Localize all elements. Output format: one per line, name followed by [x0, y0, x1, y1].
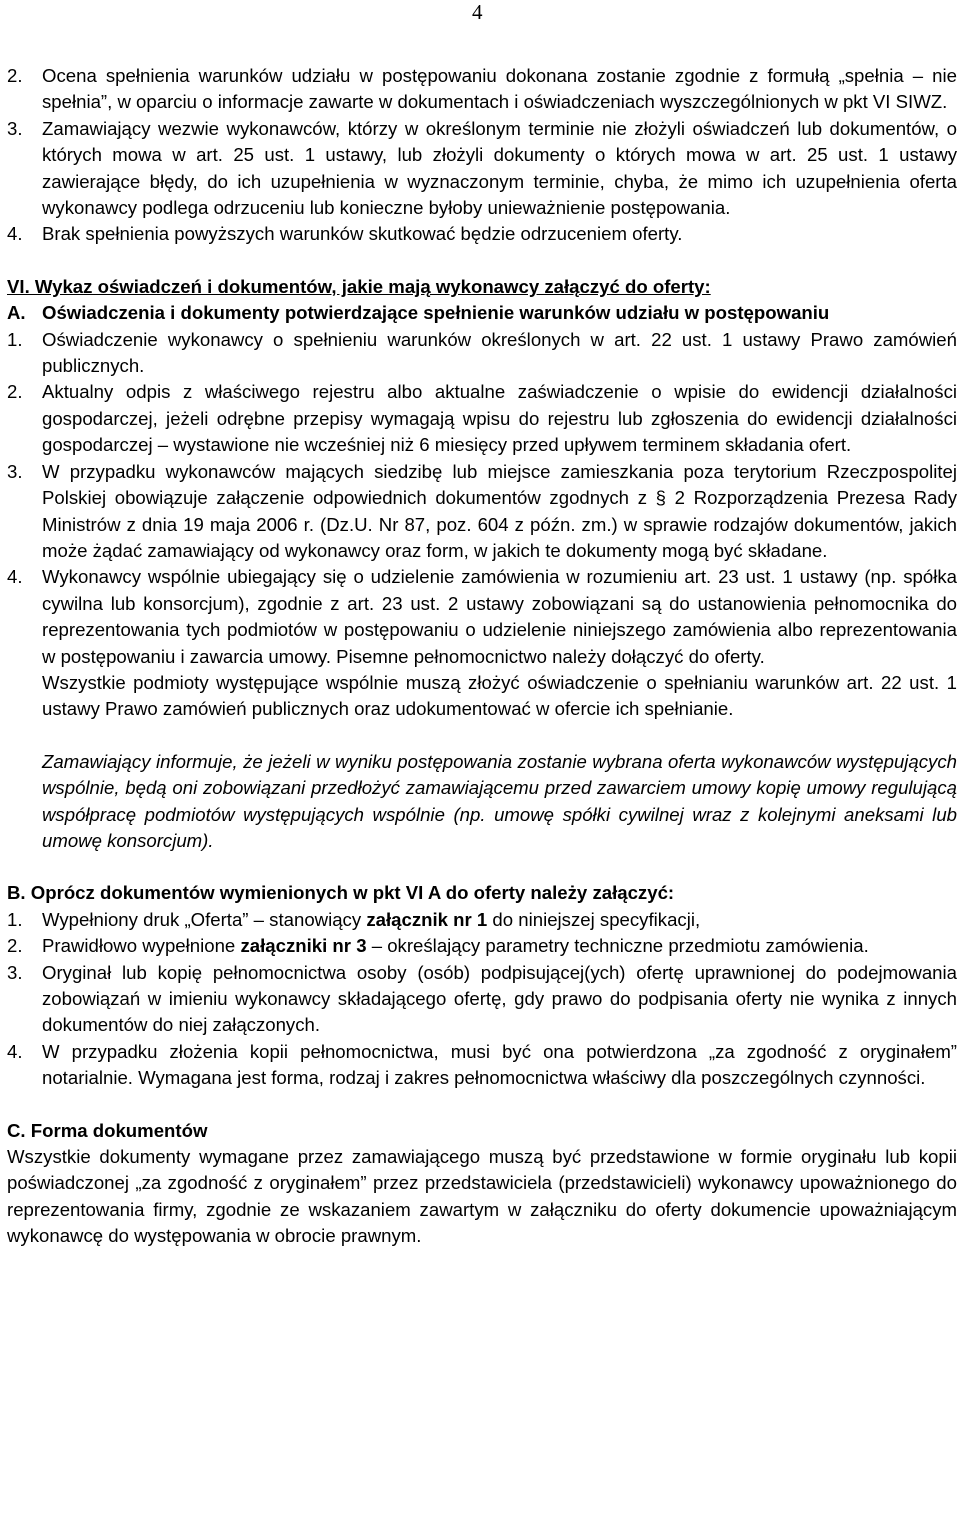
list-item	[7, 1039, 957, 1092]
italic-note: Zamawiający informuje, że jeżeli w wyniku postępowania zostanie wybrana oferta wykonawców występujących wspólnie, będą oni zobowiązani przedłożyć zamawiającemu przed zawarciem umowy kopię umowy regulującą współpracę podmiotów występujących wspólnie (np. umowę spółki cywilnej wraz z kolejnymi aneksami lub umowę konsorcjum).	[42, 750, 957, 851]
spacer	[7, 1092, 957, 1118]
item-text: Brak spełnienia powyższych warunków skutkować będzie odrzuceniem oferty.	[42, 223, 683, 245]
item-number: 1.	[7, 908, 23, 930]
spacer	[7, 248, 957, 274]
list-item	[7, 459, 957, 565]
item-number: 3.	[7, 117, 23, 139]
spacer	[7, 723, 957, 749]
list-item	[7, 379, 957, 458]
item-text-post: do niniejszej specyfikacji,	[487, 908, 701, 930]
item-number: 4.	[7, 1040, 23, 1062]
item-text: Ocena spełnienia warunków udziału w postępowaniu dokonana zostanie zgodnie z formułą „spełnia – nie spełnia”, w oparciu o informacje zawarte w dokumentach i oświadczeniach wyszczególnionych w pkt VI SIWZ.	[42, 65, 957, 113]
subsection-heading-a	[7, 300, 957, 326]
item-continuation: Wszystkie podmioty występujące wspólnie muszą złożyć oświadczenie o spełnianiu warunków art. 22 ust. 1 ustawy Prawo zamówień publicznych oraz udokumentować w ofercie ich spełnianie.	[42, 671, 957, 720]
item-number: 2.	[7, 935, 23, 957]
item-text: W przypadku złożenia kopii pełnomocnictwa, musi być ona potwierdzona „za zgodność z oryginałem” notarialnie. Wymagana jest forma, rodzaj i zakres pełnomocnictwa właściwy dla poszczególnych czynności.	[42, 1040, 957, 1089]
list-item	[7, 63, 957, 116]
item-text: Oświadczenie wykonawcy o spełnieniu warunków określonych w art. 22 ust. 1 ustawy Prawo zamówień publicznych.	[42, 328, 957, 377]
item-text: W przypadku wykonawców mających siedzibę lub miejsce zamieszkania poza terytorium Rzeczpospolitej Polskiej obowiązuje załączenie odpowiednich dokumentów zgodnych z § 2 Rozporządzenia Prezesa Rady Ministrów z dnia 19 maja 2006 r. (Dz.U. Nr 87, poz. 604 z późn. zm.) w sprawie rodzajów dokumentów, jakich może żądać zamawiający od wykonawcy oraz form, w jakich te dokumenty mogą być składane.	[42, 460, 957, 561]
page-number: 4	[472, 0, 483, 24]
item-number: 2.	[7, 381, 23, 403]
paragraph-forma-dokumentow: Wszystkie dokumenty wymagane przez zamawiającego muszą być przedstawione w formie oryginału lub kopii poświadczonej „za zgodność z oryginałem” przez przedstawiciela (przedstawicieli) wykonawcy upoważnionego do reprezentowania firmy, zgodnie ze wskazaniem zawartym w załączniku do oferty dokumencie upoważniającym wykonawcę do występowania w obrocie prawnym.	[7, 1146, 957, 1247]
item-number: 3.	[7, 961, 23, 983]
list-item	[7, 960, 957, 1039]
document-body	[7, 63, 957, 1250]
subsection-heading-b: B. Oprócz dokumentów wymienionych w pkt VI A do oferty należy załączyć:	[7, 882, 675, 904]
item-text: Zamawiający wezwie wykonawców, którzy w określonym terminie nie złożyli oświadczeń lub dokumentów, o których mowa w art. 25 ust. 1 ustawy, lub złożyli dokumenty o których mowa w art. 25 ust. 1 ustawy zawierające błędy, do ich uzupełnienia w wyznaczonym terminie, chyba, że mimo ich uzupełnienia oferta wykonawcy podlega odrzuceniu lub konieczne byłoby unieważnienie postępowania.	[42, 117, 957, 219]
item-text-pre: Prawidłowo wypełnione	[42, 935, 241, 957]
item-number: 3.	[7, 460, 23, 482]
item-number: 4.	[7, 566, 23, 588]
item-text: Aktualny odpis z właściwego rejestru albo aktualne zaświadczenie o wpisie do ewidencji działalności gospodarczej, jeżeli odrębne przepisy wymagają wpisu do rejestru lub zgłoszenia do ewidencji działalności gospodarczej – wystawione nie wcześniej niż 6 miesięcy przed upływem terminem składania ofert.	[42, 381, 957, 456]
subsection-text: Oświadczenia i dokumenty potwierdzające spełnienie warunków udziału w postępowaniu	[42, 302, 830, 324]
list-item	[7, 907, 957, 933]
section-heading-vi: VI. Wykaz oświadczeń i dokumentów, jakie mają wykonawcy załączyć do oferty:	[7, 275, 711, 297]
subsection-heading-c: C. Forma dokumentów	[7, 1119, 208, 1141]
list-item	[7, 564, 957, 670]
item-text-post: – określający parametry techniczne przedmiotu zamówienia.	[366, 935, 869, 957]
item-text-bold: załącznik nr 1	[366, 908, 488, 930]
item-text: Wykonawcy wspólnie ubiegający się o udzielenie zamówienia w rozumieniu art. 23 ust. 1 ustawy (np. spółka cywilna lub konsorcjum), zgodnie z art. 23 ust. 2 ustawy zobowiązani są do ustanowienia pełnomocnika do reprezentowania tych podmiotów w postępowaniu o udzielenie niniejszego zamówienia albo reprezentowania w postępowaniu i zawarcia umowy. Pisemne pełnomocnictwo należy dołączyć do oferty.	[42, 566, 957, 667]
item-number: 2.	[7, 65, 23, 86]
item-text-bold: załączniki nr 3	[240, 935, 367, 957]
spacer	[7, 854, 957, 880]
item-text-pre: Wypełniony druk „Oferta” – stanowiący	[42, 908, 367, 930]
list-item	[7, 327, 957, 380]
item-number: 4.	[7, 223, 23, 245]
subsection-letter: A.	[7, 302, 26, 324]
item-text: Oryginał lub kopię pełnomocnictwa osoby (osób) podpisującej(ych) ofertę uprawnionej do podejmowania zobowiązań w imieniu wykonawcy składającego ofertę, gdy prawo do podpisania oferty nie wynika z innych dokumentów do niej załączonych.	[42, 961, 957, 1036]
list-item	[7, 933, 957, 959]
list-item	[7, 116, 957, 222]
item-number: 1.	[7, 328, 23, 350]
list-item	[7, 221, 957, 247]
